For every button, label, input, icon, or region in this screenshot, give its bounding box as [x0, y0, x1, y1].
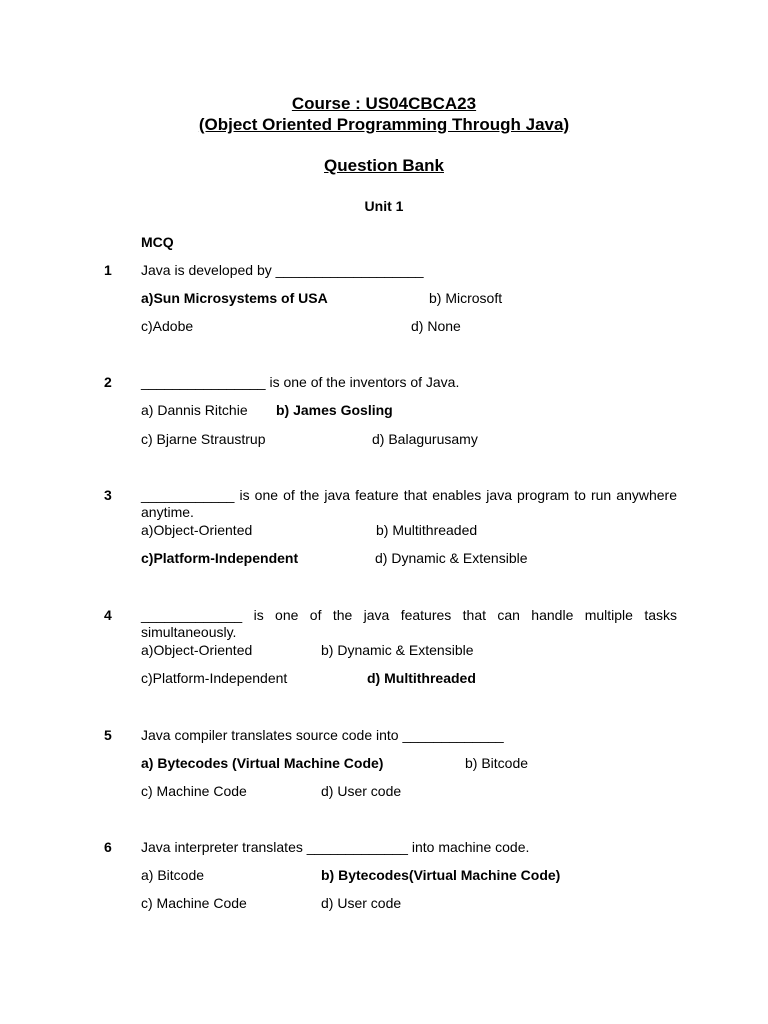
question-number: 3	[104, 487, 112, 503]
question-text: ____________ is one of the java feature that enables java program to run anywhere anytime.	[141, 487, 677, 520]
question-text: Java interpreter translates _____________ into machine code.	[141, 839, 530, 855]
option-d: d) None	[411, 318, 461, 334]
option-a: a)Object-Oriented	[141, 522, 253, 538]
option-c-correct: c)Platform-Independent	[141, 550, 299, 566]
option-b: b) Dynamic & Extensible	[321, 642, 474, 658]
option-c: c) Machine Code	[141, 783, 247, 799]
option-c: c)Adobe	[141, 318, 194, 334]
option-b: b) Multithreaded	[376, 522, 478, 538]
question-number: 1	[104, 262, 112, 278]
option-d-correct: d) Multithreaded	[367, 670, 476, 686]
option-b: b) Microsoft	[429, 290, 503, 306]
question-number: 6	[104, 839, 112, 855]
option-b: b) Bitcode	[465, 755, 529, 771]
option-a: a)Object-Oriented	[141, 642, 253, 658]
question-bank-heading: Question Bank	[324, 156, 444, 175]
option-a: a) Dannis Ritchie	[141, 402, 248, 418]
option-d: d) User code	[321, 783, 402, 799]
option-a: a) Bitcode	[141, 867, 205, 883]
question-text: _____________ is one of the java features that can handle multiple tasks simultaneously.	[141, 607, 677, 640]
option-a-correct: a) Bytecodes (Virtual Machine Code)	[141, 755, 384, 771]
option-c: c)Platform-Independent	[141, 670, 288, 686]
option-d: d) User code	[321, 895, 402, 911]
subject-title: (Object Oriented Programming Through Java)	[198, 115, 570, 134]
option-d: d) Dynamic & Extensible	[375, 550, 528, 566]
option-c: c) Machine Code	[141, 895, 247, 911]
question-number: 2	[104, 374, 112, 390]
unit-heading: Unit 1	[364, 198, 404, 214]
option-d: d) Balagurusamy	[372, 431, 478, 447]
question-text: Java is developed by ___________________	[141, 262, 424, 278]
option-a-correct: a)Sun Microsystems of USA	[141, 290, 328, 306]
question-number: 5	[104, 727, 112, 743]
section-heading: MCQ	[141, 234, 174, 250]
option-b-correct: b) Bytecodes(Virtual Machine Code)	[321, 867, 561, 883]
option-b-correct: b) James Gosling	[276, 402, 393, 418]
course-title: Course : US04CBCA23	[291, 94, 477, 113]
option-c: c) Bjarne Straustrup	[141, 431, 266, 447]
question-number: 4	[104, 607, 112, 623]
question-text: ________________ is one of the inventors of Java.	[141, 374, 460, 390]
question-text: Java compiler translates source code into _____________	[141, 727, 504, 743]
